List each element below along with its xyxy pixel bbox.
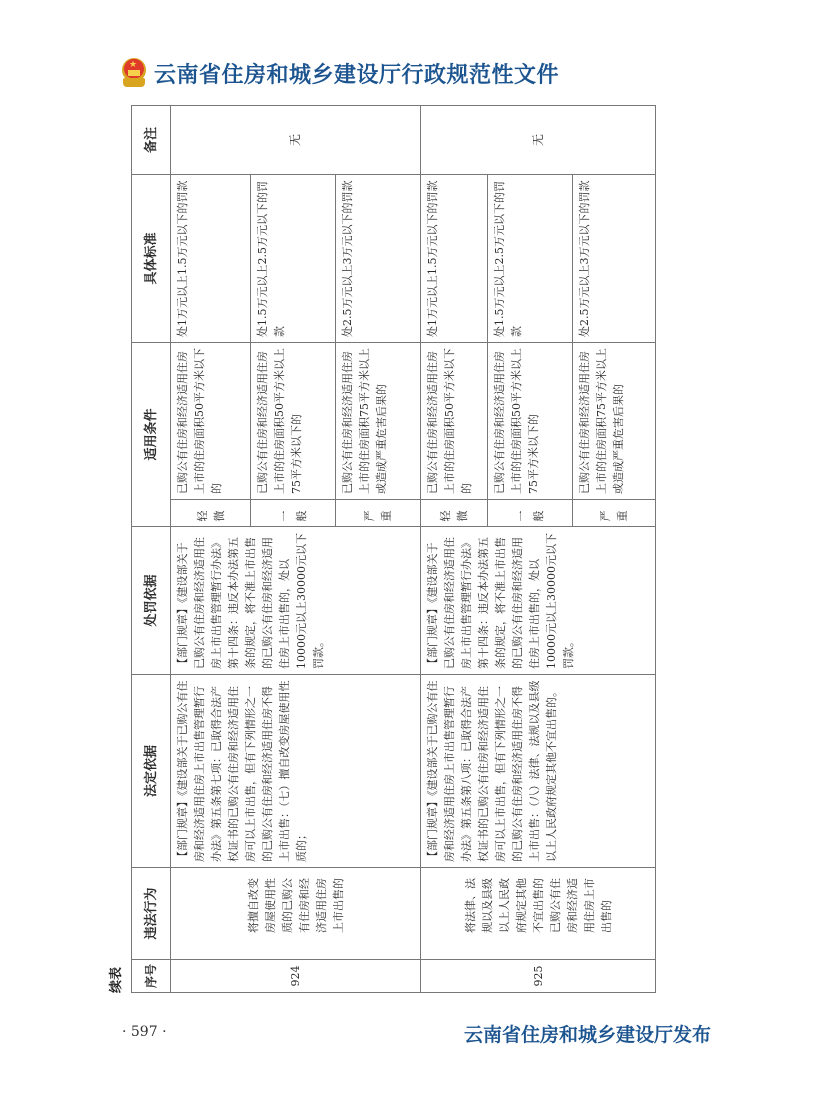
rotated-table-container xyxy=(109,106,645,993)
header-penalty-basis: 处罚依据 xyxy=(132,527,171,675)
row-penalty-basis: 【部门规章】《建设部关于已购公有住房和经济适用住房上市出售管理暂行办法》第十四条：违反本办法第五条的规定，将不准上市出售的已购公有住房和经济适用住房上市出售的，处以10000元以上30000元以下罚款。 xyxy=(171,527,421,675)
level-standard: 处2.5万元以上3万元以下的罚款 xyxy=(573,174,656,342)
row-legal-basis: 【部门规章】《建设部关于已购公有住房和经济适用住房上市出售管理暂行办法》第五条第八项：已取得合法产权证书的已购公有住房和经济适用住房可以上市出售，但有下列情形之一的已购公有住房和经济适用住房不得上市出售：（八）法律、法规以及县级以上人民政府规定其他不宜出售的。 xyxy=(421,675,656,868)
row-seq: 925 xyxy=(421,960,656,993)
national-emblem-icon: ★ xyxy=(120,58,148,88)
level-condition: 已购公有住房和经济适用住房上市的住房面积75平方米以上或造成严重危害后果的 xyxy=(573,342,656,499)
level-label: 一般 xyxy=(251,500,336,527)
row-penalty-basis: 【部门规章】《建设部关于已购公有住房和经济适用住房上市出售管理暂行办法》第十四条：违反本办法第五条的规定，将不准上市出售的已购公有住房和经济适用住房上市出售的，处以10000元以上30000元以下罚款。 xyxy=(421,527,656,675)
level-standard: 处1万元以上1.5万元以下的罚款 xyxy=(171,174,251,342)
publisher-footer: 云南省住房和城乡建设厅发布 xyxy=(464,1024,712,1046)
level-label: 轻微 xyxy=(171,500,251,527)
level-standard: 处2.5万元以上3万元以下的罚款 xyxy=(336,174,421,342)
level-condition: 已购公有住房和经济适用住房上市的住房面积50平方米以上75平方米以下的 xyxy=(251,342,336,499)
penalty-standards-table xyxy=(131,105,656,993)
row-legal-basis: 【部门规章】《建设部关于已购公有住房和经济适用住房上市出售管理暂行办法》第五条第七项：已取得合法产权证书的已购公有住房和经济适用住房可以上市出售，但有下列情形之一的已购公有住房和经济适用住房不得上市出售：（七）擅自改变房屋使用性质的； xyxy=(171,675,421,868)
level-label: 严重 xyxy=(336,500,421,527)
level-standard: 处1.5万元以上2.5万元以下的罚款 xyxy=(251,174,336,342)
level-label: 一般 xyxy=(488,500,573,527)
level-label: 轻微 xyxy=(421,500,488,527)
table-row xyxy=(421,105,488,992)
continued-table-label: 续表 xyxy=(109,966,124,993)
table-header-row xyxy=(132,105,171,992)
header-standard: 具体标准 xyxy=(132,174,171,342)
level-condition: 已购公有住房和经济适用住房上市的住房面积50平方米以下的 xyxy=(171,342,251,499)
header-conditions: 适用条件 xyxy=(132,342,171,526)
header-remark: 备注 xyxy=(132,105,171,174)
row-act: 将法律、法规以及县级以上人民政府规定其他不宜出售的已购公有住房和经济适用住房上市出售的 xyxy=(421,868,656,960)
level-condition: 已购公有住房和经济适用住房上市的住房面积75平方米以上或造成严重危害后果的 xyxy=(336,342,421,499)
row-seq: 924 xyxy=(171,960,421,993)
level-condition: 已购公有住房和经济适用住房上市的住房面积50平方米以上75平方米以下的 xyxy=(488,342,573,499)
level-condition: 已购公有住房和经济适用住房上市的住房面积50平方米以下的 xyxy=(421,342,488,499)
document-title: 云南省住房和城乡建设厅行政规范性文件 xyxy=(154,62,560,88)
page-number: · 597 · xyxy=(122,1024,167,1040)
row-remark: 无 xyxy=(421,105,656,174)
row-act: 将擅自改变房屋使用性质的已购公有住房和经济适用住房上市出售的 xyxy=(171,868,421,960)
document-header xyxy=(120,56,559,90)
header-act: 违法行为 xyxy=(132,868,171,960)
level-standard: 处1万元以上1.5万元以下的罚款 xyxy=(421,174,488,342)
level-label: 严重 xyxy=(573,500,656,527)
level-standard: 处1.5万元以上2.5万元以下的罚款 xyxy=(488,174,573,342)
header-seq: 序号 xyxy=(132,960,171,993)
table-row xyxy=(171,105,251,992)
header-legal-basis: 法定依据 xyxy=(132,675,171,868)
row-remark: 无 xyxy=(171,105,421,174)
